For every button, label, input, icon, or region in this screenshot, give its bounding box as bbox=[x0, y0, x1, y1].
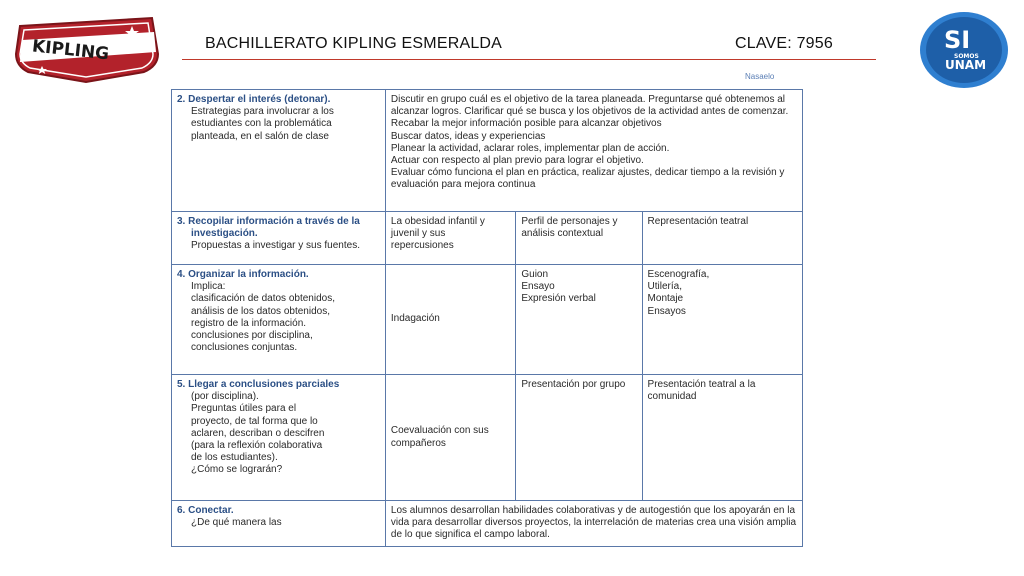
step-desc-line: análisis de los datos obtenidos, bbox=[191, 305, 330, 317]
table-row bbox=[172, 90, 803, 212]
list-item: Expresión verbal bbox=[521, 293, 596, 305]
step-desc-line: conclusiones conjuntas. bbox=[191, 342, 298, 354]
list-item: Escenografía, bbox=[647, 269, 710, 280]
content-line: Evaluar cómo funciona el plan en práctica, realizar ajustes, dedicar tiempo a la revisión y evaluación para mejora continua bbox=[390, 167, 785, 191]
school-name: BACHILLERATO KIPLING ESMERALDA bbox=[205, 35, 503, 52]
step-desc-line: estudiantes con la problemática bbox=[191, 118, 332, 130]
content-cell: Los alumnos desarrollan habilidades colaborativas y de autogestión que los apoyarán en la vida para desarrollar diversos proyectos, la interrelación de materias crea una visión amplia de lo que significa el campo laboral. bbox=[385, 501, 802, 547]
step-desc-line: registro de la información. bbox=[191, 317, 307, 329]
list-item: Ensayos bbox=[647, 305, 686, 317]
kipling-logo bbox=[12, 14, 160, 84]
step-cell bbox=[172, 90, 386, 212]
table-row bbox=[172, 375, 803, 501]
step-desc-line: conclusiones por disciplina, bbox=[191, 330, 313, 342]
step-desc-line: proyecto, de tal forma que lo bbox=[191, 415, 318, 427]
cell-staging bbox=[642, 265, 802, 375]
step-desc-line: ¿De qué manera las bbox=[191, 517, 282, 529]
table-row bbox=[172, 212, 803, 265]
header-divider bbox=[182, 59, 876, 60]
plan-table bbox=[171, 89, 803, 547]
content-line: Buscar datos, ideas y experiencias bbox=[390, 130, 546, 142]
step-title: 3. Recopilar información a través de la bbox=[177, 216, 360, 227]
step-desc-line: de los estudiantes). bbox=[191, 452, 278, 464]
step-desc-line: (por disciplina). bbox=[191, 391, 259, 403]
step-desc-line: clasificación de datos obtenidos, bbox=[191, 293, 335, 305]
step-desc-line: ¿Cómo se lograrán? bbox=[191, 464, 283, 476]
svg-text:KIPLING: KIPLING bbox=[31, 36, 111, 65]
step-desc-line: (para la reflexión colaborativa bbox=[191, 440, 323, 452]
table-row bbox=[172, 501, 803, 547]
content-line: Actuar con respecto al plan previo para lograr el objetivo. bbox=[390, 155, 644, 167]
unam-logo bbox=[918, 10, 1010, 90]
step-desc-line: aclaren, describan o descifren bbox=[191, 427, 325, 439]
step-desc-line: Estrategias para involucrar a los bbox=[191, 106, 334, 118]
table-row bbox=[172, 265, 803, 375]
cell-topic: La obesidad infantil y juvenil y sus repercusiones bbox=[385, 212, 515, 265]
step-cell bbox=[172, 501, 386, 547]
cell-profile: Perfil de personajes y análisis contextual bbox=[516, 212, 642, 265]
list-item: Utilería, bbox=[647, 281, 682, 293]
list-item: Ensayo bbox=[521, 281, 555, 293]
step-desc-line: Implica: bbox=[191, 281, 226, 293]
content-cell bbox=[385, 90, 802, 212]
list-item: Guion bbox=[521, 269, 549, 280]
svg-text:SI: SI bbox=[944, 26, 971, 54]
cell-evaluation: Coevaluación con sus compañeros bbox=[385, 375, 515, 501]
content-line: Recabar la mejor información posible para alcanzar objetivos bbox=[390, 118, 662, 130]
list-item: Montaje bbox=[647, 293, 684, 305]
step-cell bbox=[172, 265, 386, 375]
svg-text:SOMOS: SOMOS bbox=[954, 53, 979, 60]
cell-performance: Representación teatral bbox=[642, 212, 802, 265]
step-title: 2. Despertar el interés (detonar). bbox=[177, 94, 331, 105]
step-title: 5. Llegar a conclusiones parciales bbox=[177, 379, 340, 390]
step-desc-line: planteada, en el salón de clase bbox=[191, 130, 329, 142]
step-title: 4. Organizar la información. bbox=[177, 269, 309, 280]
step-desc-line: Propuestas a investigar y sus fuentes. bbox=[191, 240, 360, 252]
step-title: 6. Conectar. bbox=[177, 505, 234, 516]
step-desc-line: Preguntas útiles para el bbox=[191, 403, 297, 415]
step-cell bbox=[172, 212, 386, 265]
step-cell bbox=[172, 375, 386, 501]
school-clave: CLAVE: 7956 bbox=[735, 35, 833, 52]
content-line: Planear la actividad, aclarar roles, implementar plan de acción. bbox=[390, 142, 670, 154]
header-tag: Nasaelo bbox=[745, 72, 775, 81]
cell-presentation: Presentación por grupo bbox=[516, 375, 642, 501]
step-title-cont: investigación. bbox=[191, 228, 258, 240]
svg-text:UNAM: UNAM bbox=[945, 58, 987, 72]
cell-method: Indagación bbox=[385, 265, 515, 375]
content-line: Discutir en grupo cuál es el objetivo de la tarea planeada. Preguntarse qué obtenemos al alcanzar logros. Clarificar qué se busca y los objetivos de la actividad antes de comenzar. bbox=[390, 94, 789, 118]
cell-community: Presentación teatral a la comunidad bbox=[642, 375, 802, 501]
cell-script bbox=[516, 265, 642, 375]
